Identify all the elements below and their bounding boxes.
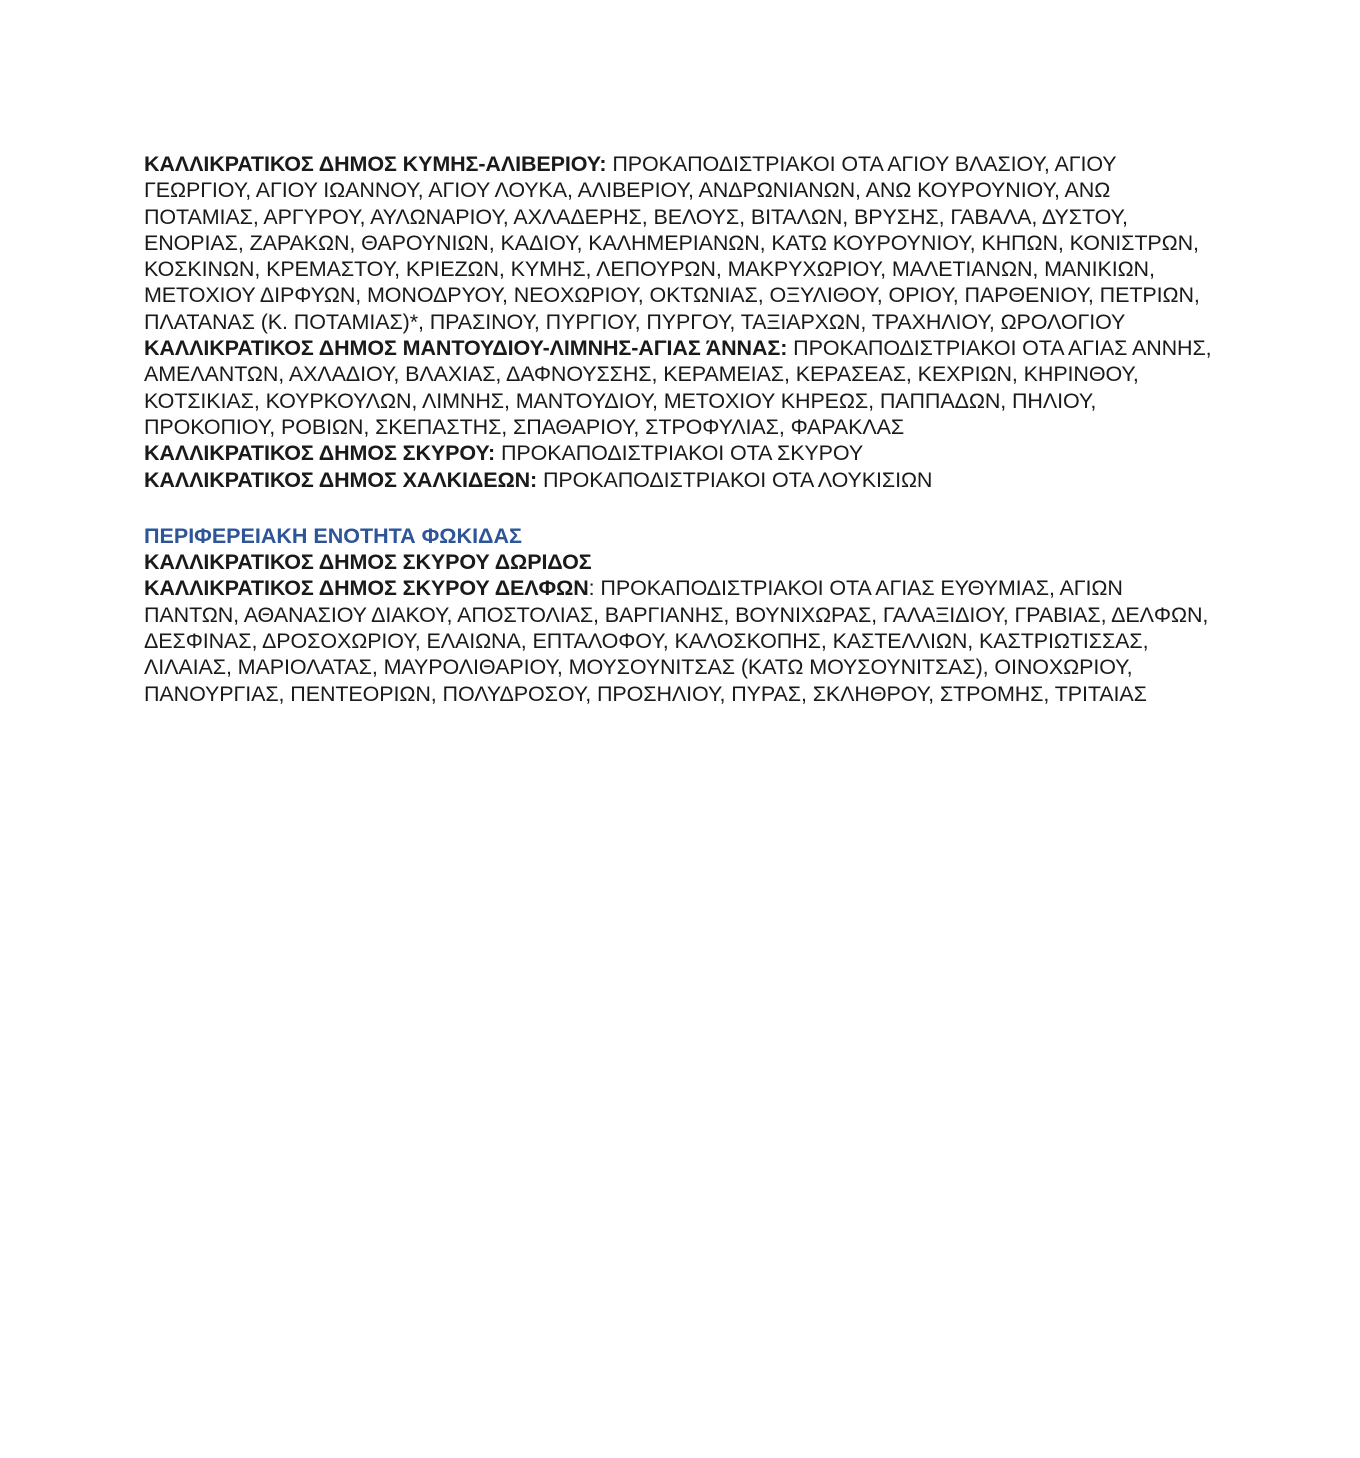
municipality-entry-skyros	[144, 440, 1219, 466]
document-page	[144, 151, 1219, 707]
section-spacer	[144, 493, 1219, 523]
municipality-details: ΠΡΟΚΑΠΟΔΙΣΤΡΙΑΚΟΙ ΟΤΑ ΛΟΥΚΙΣΙΩΝ	[537, 467, 933, 492]
municipality-entry-kymi-aliveri	[144, 151, 1219, 335]
municipality-entry-delfoi	[144, 575, 1219, 706]
municipality-name: ΚΑΛΛΙΚΡΑΤΙΚΟΣ ΔΗΜΟΣ ΣΚΥΡΟΥ ΔΕΛΦΩΝ	[144, 576, 589, 601]
municipality-details: ΠΡΟΚΑΠΟΔΙΣΤΡΙΑΚΟΙ ΟΤΑ ΣΚΥΡΟΥ	[495, 441, 864, 466]
municipality-name: ΚΑΛΛΙΚΡΑΤΙΚΟΣ ΔΗΜΟΣ ΚΥΜΗΣ-ΑΛΙΒΕΡΙΟΥ:	[144, 152, 607, 176]
municipality-entry-dorida	[144, 549, 1219, 575]
municipality-details: : ΠΡΟΚΑΠΟΔΙΣΤΡΙΑΚΟΙ ΟΤΑ ΑΓΙΑΣ ΕΥΘΥΜΙΑΣ, ΑΓΙΩΝ ΠΑΝΤΩΝ, ΑΘΑΝΑΣΙΟΥ ΔΙΑΚΟΥ, ΑΠΟΣΤΟΛΙΑΣ, ΒΑΡΓΙΑΝΗΣ, ΒΟΥΝΙΧΩΡΑΣ, ΓΑΛΑΞΙΔΙΟΥ, ΓΡΑΒΙΑΣ, ΔΕΛΦΩΝ, ΔΕΣΦΙΝΑΣ, ΔΡΟΣΟΧΩΡΙΟΥ, ΕΛΑΙΩΝΑ, ΕΠΤΑΛΟΦΟΥ, ΚΑΛΟΣΚΟΠΗΣ, ΚΑΣΤΕΛΛΙΩΝ, ΚΑΣΤΡΙΩΤΙΣΣΑΣ, ΛΙΛΑΙΑΣ, ΜΑΡΙΟΛΑΤΑΣ, ΜΑΥΡΟΛΙΘΑΡΙΟΥ, ΜΟΥΣΟΥΝΙΤΣΑΣ (ΚΑΤΩ ΜΟΥΣΟΥΝΙΤΣΑΣ), ΟΙΝΟΧΩΡΙΟΥ, ΠΑΝΟΥΡΓΙΑΣ, ΠΕΝΤΕΟΡΙΩΝ, ΠΟΛΥΔΡΟΣΟΥ, ΠΡΟΣΗΛΙΟΥ, ΠΥΡΑΣ, ΣΚΛΗΘΡΟΥ, ΣΤΡΟΜΗΣ, ΤΡΙΤΑΙΑΣ	[144, 576, 1209, 706]
municipality-details: ΠΡΟΚΑΠΟΔΙΣΤΡΙΑΚΟΙ ΟΤΑ ΑΓΙΑΣ ΑΝΝΗΣ, ΑΜΕΛΑΝΤΩΝ, ΑΧΛΑΔΙΟΥ, ΒΛΑΧΙΑΣ, ΔΑΦΝΟΥΣΣΗΣ, ΚΕΡΑΜΕΙΑΣ, ΚΕΡΑΣΕΑΣ, ΚΕΧΡΙΩΝ, ΚΗΡΙΝΘΟΥ, ΚΟΤΣΙΚΙΑΣ, ΚΟΥΡΚΟΥΛΩΝ, ΛΙΜΝΗΣ, ΜΑΝΤΟΥΔΙΟΥ, ΜΕΤΟΧΙΟΥ ΚΗΡΕΩΣ, ΠΑΠΠΑΔΩΝ, ΠΗΛΙΟΥ, ΠΡΟΚΟΠΙΟΥ, ΡΟΒΙΩΝ, ΣΚΕΠΑΣΤΗΣ, ΣΠΑΘΑΡΙΟΥ, ΣΤΡΟΦΥΛΙΑΣ, ΦΑΡΑΚΛΑΣ	[144, 336, 1212, 439]
municipality-entry-chalkida	[144, 467, 1219, 493]
municipality-name: ΚΑΛΛΙΚΡΑΤΙΚΟΣ ΔΗΜΟΣ ΣΚΥΡΟΥ:	[144, 441, 496, 466]
municipality-details: ΠΡΟΚΑΠΟΔΙΣΤΡΙΑΚΟΙ ΟΤΑ ΑΓΙΟΥ ΒΛΑΣΙΟΥ, ΑΓΙΟΥ ΓΕΩΡΓΙΟΥ, ΑΓΙΟΥ ΙΩΑΝΝΟΥ, ΑΓΙΟΥ ΛΟΥΚΑ, ΑΛΙΒΕΡΙΟΥ, ΑΝΔΡΩΝΙΑΝΩΝ, ΑΝΩ ΚΟΥΡΟΥΝΙΟΥ, ΑΝΩ ΠΟΤΑΜΙΑΣ, ΑΡΓΥΡΟΥ, ΑΥΛΩΝΑΡΙΟΥ, ΑΧΛΑΔΕΡΗΣ, ΒΕΛΟΥΣ, ΒΙΤΑΛΩΝ, ΒΡΥΣΗΣ, ΓΑΒΑΛΑ, ΔΥΣΤΟΥ, ΕΝΟΡΙΑΣ, ΖΑΡΑΚΩΝ, ΘΑΡΟΥΝΙΩΝ, ΚΑΔΙΟΥ, ΚΑΛΗΜΕΡΙΑΝΩΝ, ΚΑΤΩ ΚΟΥΡΟΥΝΙΟΥ, ΚΗΠΩΝ, ΚΟΝΙΣΤΡΩΝ, ΚΟΣΚΙΝΩΝ, ΚΡΕΜΑΣΤΟΥ, ΚΡΙΕΖΩΝ, ΚΥΜΗΣ, ΛΕΠΟΥΡΩΝ, ΜΑΚΡΥΧΩΡΙΟΥ, ΜΑΛΕΤΙΑΝΩΝ, ΜΑΝΙΚΙΩΝ, ΜΕΤΟΧΙΟΥ ΔΙΡΦΥΩΝ, ΜΟΝΟΔΡΥΟΥ, ΝΕΟΧΩΡΙΟΥ, ΟΚΤΩΝΙΑΣ, ΟΞΥΛΙΘΟΥ, ΟΡΙΟΥ, ΠΑΡΘΕΝΙΟΥ, ΠΕΤΡΙΩΝ, ΠΛΑΤΑΝΑΣ (Κ. ΠΟΤΑΜΙΑΣ)*, ΠΡΑΣΙΝΟΥ, ΠΥΡΓΙΟΥ, ΠΥΡΓΟΥ, ΤΑΞΙΑΡΧΩΝ, ΤΡΑΧΗΛΙΟΥ, ΩΡΟΛΟΓΙΟΥ	[144, 152, 1200, 334]
municipality-name: ΚΑΛΛΙΚΡΑΤΙΚΟΣ ΔΗΜΟΣ ΧΑΛΚΙΔΕΩΝ:	[144, 467, 538, 492]
municipality-entry-mantoudi-limni-agia-anna	[144, 335, 1219, 440]
region-heading-fokida: ΠΕΡΙΦΕΡΕΙΑΚΗ ΕΝΟΤΗΤΑ ΦΩΚΙΔΑΣ	[144, 523, 522, 548]
municipality-name: ΚΑΛΛΙΚΡΑΤΙΚΟΣ ΔΗΜΟΣ ΣΚΥΡΟΥ ΔΩΡΙΔΟΣ	[144, 550, 592, 575]
municipality-name: ΚΑΛΛΙΚΡΑΤΙΚΟΣ ΔΗΜΟΣ ΜΑΝΤΟΥΔΙΟΥ-ΛΙΜΝΗΣ-ΑΓΙΑΣ ΆΝΝΑΣ:	[144, 336, 788, 361]
